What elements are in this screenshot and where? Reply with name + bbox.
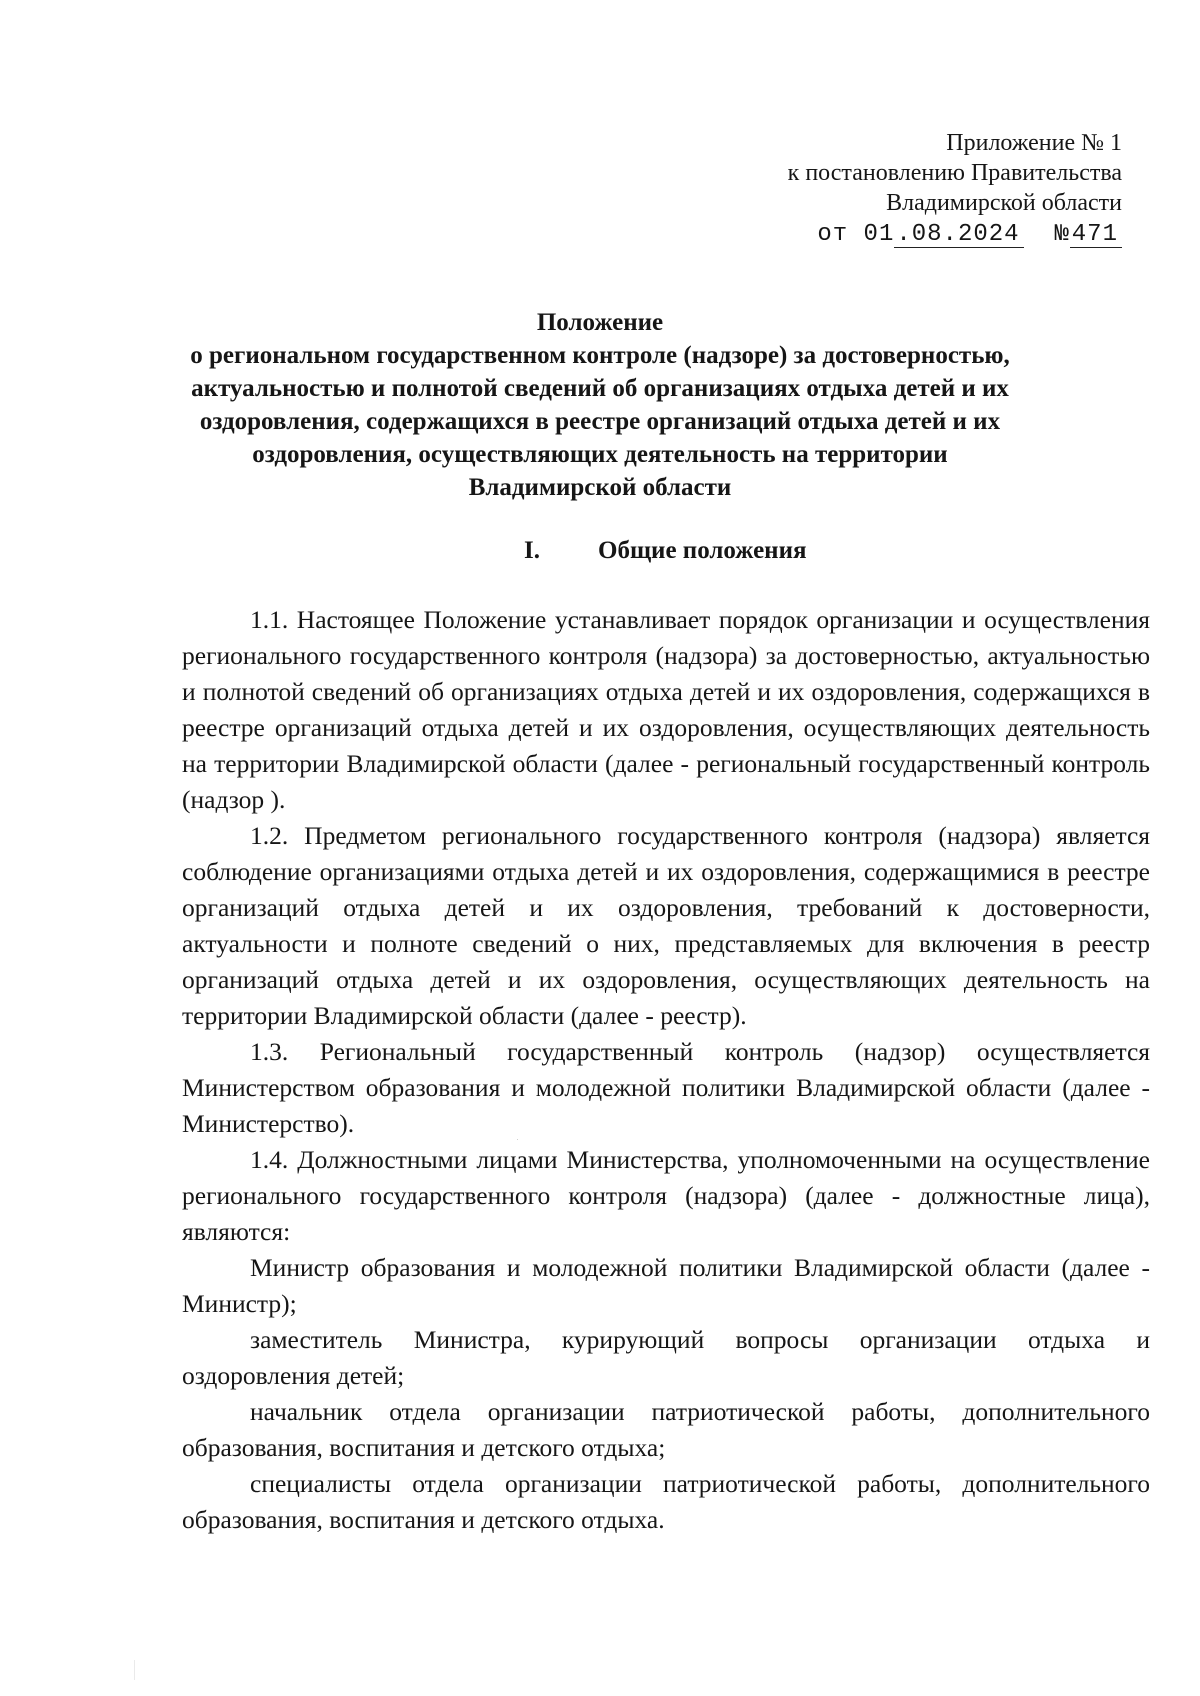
scan-edge-mark: [134, 1660, 135, 1680]
date-prefix: от 01: [817, 221, 895, 248]
decree-number: 471: [1070, 223, 1122, 248]
section-name: Общие положения: [598, 537, 807, 564]
document-title: [100, 306, 1100, 504]
paragraph-1-3: 1.3. Региональный государственный контроль (надзор) осуществляется Министерством образования и молодежной политики Владимирской области (далее - Министерство).: [182, 1037, 1150, 1138]
title-line-5: оздоровления, осуществляющих деятельность на территории: [252, 441, 948, 468]
title-line-6: Владимирской области: [468, 474, 732, 501]
list-item-department-head: начальник отдела организации патриотической работы, дополнительного образования, воспитания и детского отдыха;: [182, 1397, 1150, 1462]
paragraph-1-4: 1.4. Должностными лицами Министерства, уполномоченными на осуществление регионального государственного контроля (надзора) (далее - должностные лица), являются:: [182, 1145, 1150, 1246]
list-item-specialists: специалисты отдела организации патриотической работы, дополнительного образования, воспитания и детского отдыха.: [182, 1469, 1150, 1534]
section-number: I.: [524, 537, 540, 564]
appendix-region: Владимирской области: [886, 190, 1122, 216]
paragraph-1-2: 1.2. Предметом регионального государственного контроля (надзора) является соблюдение организациями отдыха детей и их оздоровления, содержащимися в реестре организаций отдыха детей и их оздоровления, требований к достоверности, актуальности и полноте сведений о них, представляемых для включения в реестр организаций отдыха детей и их оздоровления, осуществляющих деятельность на территории Владимирской области (далее - реестр).: [182, 821, 1150, 1030]
title-line-1: Положение: [536, 309, 664, 336]
number-sign: №: [1054, 221, 1070, 248]
list-item-minister: Министр образования и молодежной политики Владимирской области (далее - Министр);: [182, 1253, 1150, 1318]
document-body: [182, 602, 1150, 1538]
appendix-header: [788, 128, 1122, 250]
title-line-4: оздоровления, содержащихся в реестре организаций отдыха детей и их: [199, 408, 1001, 435]
appendix-number: Приложение № 1: [946, 130, 1122, 156]
decree-date: .08.2024: [894, 223, 1023, 248]
title-line-2: о региональном государственном контроле (надзоре) за достоверностью,: [190, 342, 1010, 369]
title-line-3: актуальностью и полнотой сведений об организациях отдыха детей и их: [191, 375, 1009, 402]
appendix-reference: к постановлению Правительства: [787, 160, 1122, 186]
list-item-deputy-minister: заместитель Министра, курирующий вопросы организации отдыха и оздоровления детей;: [182, 1325, 1150, 1390]
paragraph-1-1: 1.1. Настоящее Положение устанавливает порядок организации и осуществления регионального государственного контроля (надзора) за достоверностью, актуальностью и полнотой сведений об организациях отдыха детей и их оздоровления, содержащихся в реестре организаций отдыха детей и их оздоровления, осуществляющих деятельность на территории Владимирской области (далее - региональный государственный контроль (надзор ).: [182, 605, 1150, 814]
scan-speck: [517, 1139, 518, 1140]
decree-date-line: [788, 220, 1122, 250]
